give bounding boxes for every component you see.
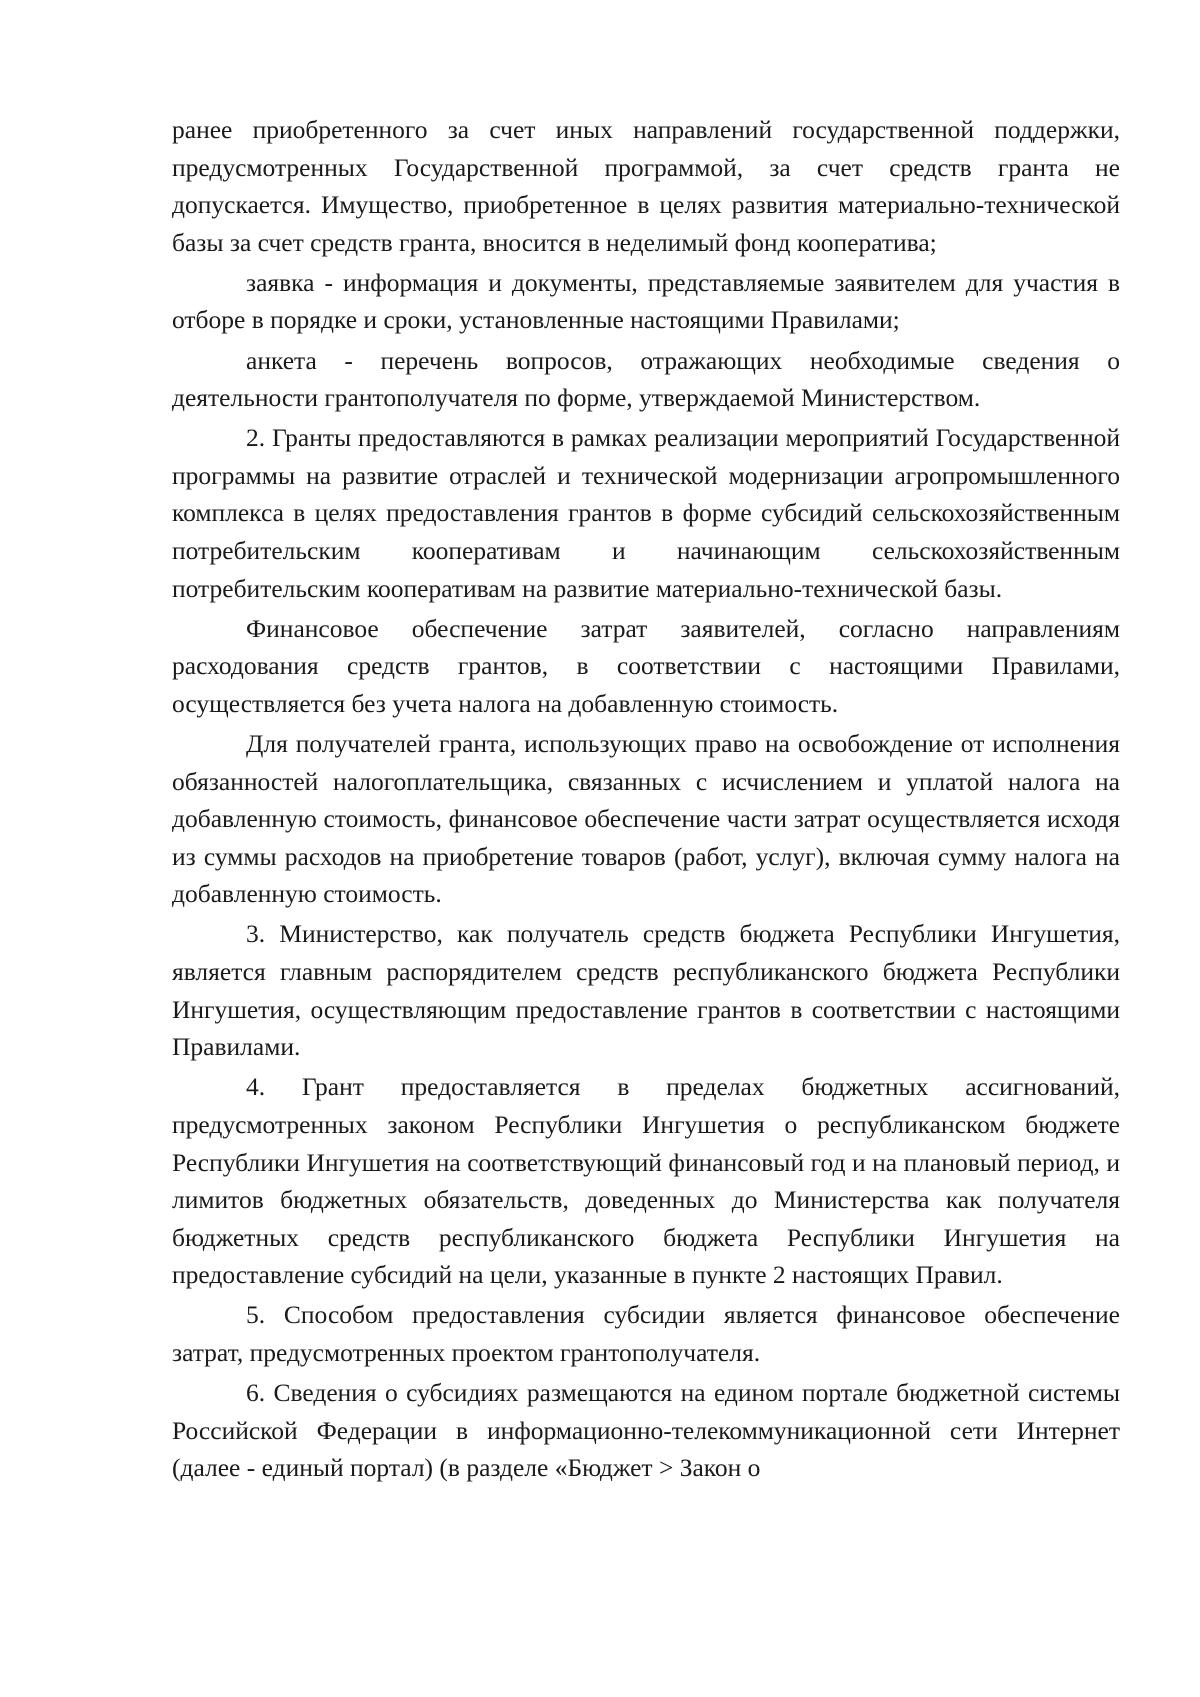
paragraph-clause-2: 2. Гранты предоставляются в рамках реализации мероприятий Государственной программы на развитие отраслей и технической модернизации агропромышленного комплекса в целях предоставления грантов в форме субсидий сельскохозяйственным потребительским кооперативам и начинающим сельскохозяйственным потребительским кооперативам на развитие материально-технической базы. [172, 423, 1120, 603]
paragraph-financing: Финансовое обеспечение затрат заявителей, согласно направлениям расходования средств грантов, в соответствии с настоящими Правилами, осуществляется без учета налога на добавленную стоимость. [172, 613, 1120, 718]
paragraph-clause-4: 4. Грант предоставляется в пределах бюджетных ассигнований, предусмотренных законом Республики Ингушетия о республиканском бюджете Республики Ингушетия на соответствующий финансовый год и на плановый период, и лимитов бюджетных обязательств, доведенных до Министерства как получателя бюджетных средств республиканского бюджета Республики Ингушетия на предоставление субсидий на цели, указанные в пункте 2 настоящих Правил. [172, 1072, 1120, 1290]
paragraph-anketa-definition: анкета - перечень вопросов, отражающих необходимые сведения о деятельности грантополучателя по форме, утверждаемой Министерством. [172, 345, 1120, 413]
paragraph-clause-6: 6. Сведения о субсидиях размещаются на едином портале бюджетной системы Российской Федерации в информационно-телекоммуникационной сети Интернет (далее - единый портал) (в разделе «Бюджет > Закон о [172, 1378, 1120, 1483]
paragraph-zayavka-definition: заявка - информация и документы, представляемые заявителем для участия в отборе в порядке и сроки, установленные настоящими Правилами; [172, 267, 1120, 335]
paragraph-clause-3: 3. Министерство, как получатель средств бюджета Республики Ингушетия, является главным распорядителем средств республиканского бюджета Республики Ингушетия, осуществляющим предоставление грантов в соответствии с настоящими Правилами. [172, 919, 1120, 1062]
paragraph-continuation: ранее приобретенного за счет иных направлений государственной поддержки, предусмотренных Государственной программой, за счет средств гранта не допускается. Имущество, приобретенное в целях развития материально-технической базы за счет средств гранта, вносится в неделимый фонд кооператива; [172, 115, 1120, 257]
document-page [172, 111, 1120, 1487]
paragraph-vat-exemption: Для получателей гранта, использующих право на освобождение от исполнения обязанностей налогоплательщика, связанных с исчислением и уплатой налога на добавленную стоимость, финансовое обеспечение части затрат осуществляется исходя из суммы расходов на приобретение товаров (работ, услуг), включая сумму налога на добавленную стоимость. [172, 729, 1120, 909]
paragraph-clause-5: 5. Способом предоставления субсидии является финансовое обеспечение затрат, предусмотренных проектом грантополучателя. [172, 1300, 1120, 1367]
